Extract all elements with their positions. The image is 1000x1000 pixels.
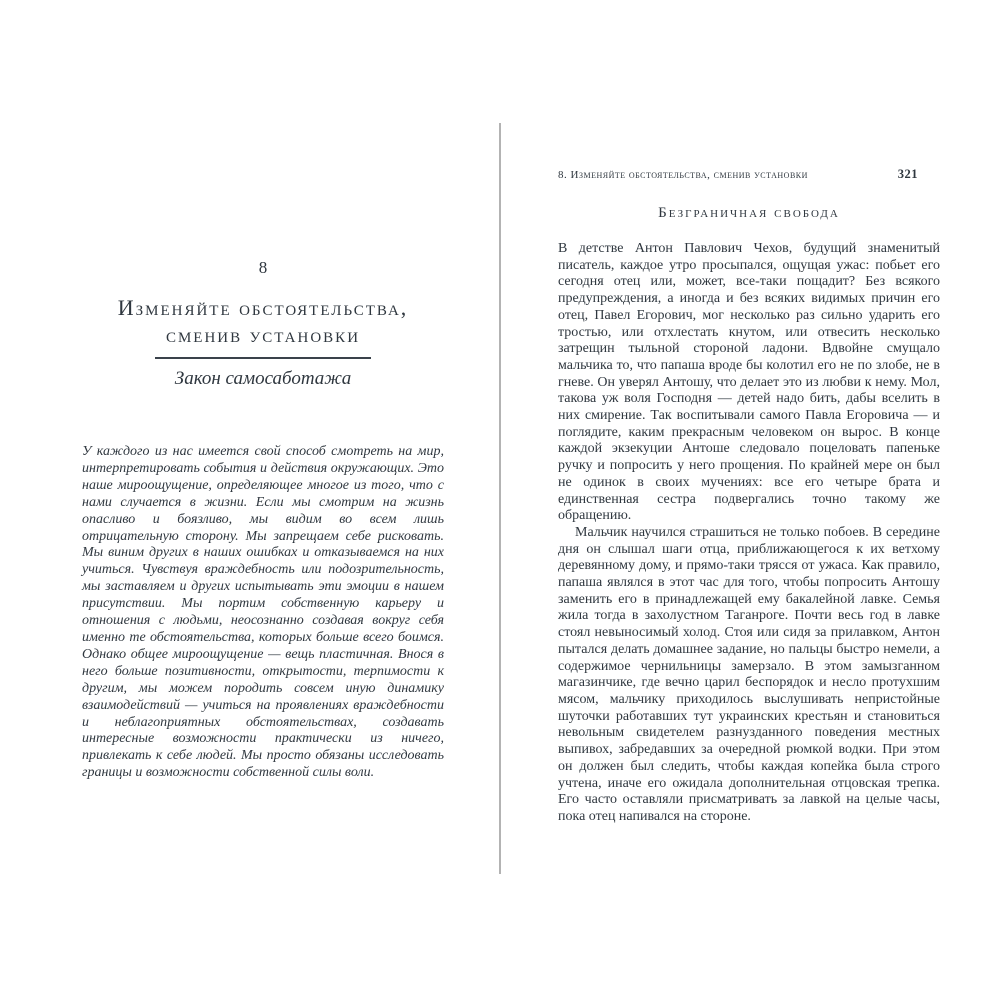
chapter-title-line1: Изменяйте обстоятельства, bbox=[117, 295, 409, 320]
running-header-row bbox=[558, 167, 940, 182]
title-rule bbox=[155, 357, 371, 359]
body-text bbox=[558, 241, 940, 826]
chapter-subtitle: Закон самосаботажа bbox=[174, 368, 352, 389]
page-number: 321 bbox=[897, 167, 918, 181]
body-paragraph-2: Мальчик научился страшиться не только побоев. В середине дня он слышал шаги отца, приближающегося к их ветхому деревянному дому, и прямо-таки трясся от ужаса. Как правило, папаша являлся в этот час для того, чтобы попросить Антошу заменить его в принадлежащей ему бакалейной лавке. Семья жила тогда в захолустном Таганроге. Почти весь год в лавке стоял невыносимый холод. Стоя или сидя за прилавком, Антон пытался делать домашнее задание, но пальцы быстро немели, а содержимое чернильницы замерзало. В этом замызганном магазинчике, где вечно царил беспорядок и несло протухшим мясом, мальчику приходилось выслушивать непристойные шуточки работавших тут украинских крестьян и становиться невольным свидетелем разнузданного поведения местных выпивох, забредавших за очередной рюмкой водки. При этом он должен был следить, чтобы каждая копейка была строго учтена, иначе его ожидала дополнительная отцовская трепка. Его часто оставляли присматривать за лавкой на целые часы, пока отец напивался на стороне. bbox=[558, 524, 940, 824]
section-title: Безграничная свобода bbox=[658, 205, 840, 221]
chapter-title bbox=[82, 294, 444, 348]
epigraph-text: У каждого из нас имеется свой способ смотреть на мир, интерпретировать события и действия окружающих. Это наше мироощущение, определяющее многое из того, что с нами случается в жизни. Если мы смотрим на жизнь опасливо и боязливо, мы видим во всем лишь отрицательную сторону. Мы запрещаем себе рисковать. Мы виним других в наших ошибках и отказываемся на них учиться. Чувствуя враждебность или подозрительность, мы заставляем и других испытывать эти эмоции в нашем присутствии. Мы портим собственную карьеру и отношения с людьми, неосознанно создавая вокруг себя именно те обстоятельства, которых больше всего боимся. Однако общее мироощущение — вещь пластичная. Внося в него больше позитивности, открытости, терпимости к другим, мы можем породить совсем иную динамику взаимодействий — учиться на проявлениях враждебности и неблагоприятных обстоятельствах, создавать интересные возможности практически из ничего, привлекать к себе людей. Мы просто обязаны исследовать границы и возможности собственной силы воли. bbox=[82, 444, 444, 781]
running-header: 8. Изменяйте обстоятельства, сменив установки bbox=[558, 169, 808, 181]
body-paragraph-1: В детстве Антон Павлович Чехов, будущий знаменитый писатель, каждое утро просыпался, ощущая ужас: побьет его сегодня отец или, может, все-таки пощадит? Без всякого предупреждения, а иногда и без всяких видимых причин его отец, Павел Егорович, мог несколько раз сильно ударить его тростью, или отхлестать кнутом, или отвесить несколько затрещин тыльной стороной ладони. Вдвойне смущало мальчика то, что папаша вроде бы колотил его не по злобе, не в гневе. Он уверял Антошу, что делает это из любви к нему. Мол, такова уж воля Господня — детей надо бить, дабы вселить в них смирение. Так воспитывали самого Павла Егоровича — и поглядите, каким прекрасным человеком он вырос. В конце каждой экзекуции Антоше следовало поцеловать папеньке ручку и попросить у него прощения. По крайней мере он был не одинок в своих мучениях: все его четыре брата и единственная сестра подвергались точно такому же обращению. bbox=[558, 241, 940, 524]
chapter-title-line2: сменив установки bbox=[165, 322, 361, 347]
page-gutter-divider bbox=[499, 123, 501, 874]
left-page bbox=[82, 258, 444, 782]
right-page bbox=[558, 167, 940, 826]
chapter-number: 8 bbox=[258, 258, 268, 277]
